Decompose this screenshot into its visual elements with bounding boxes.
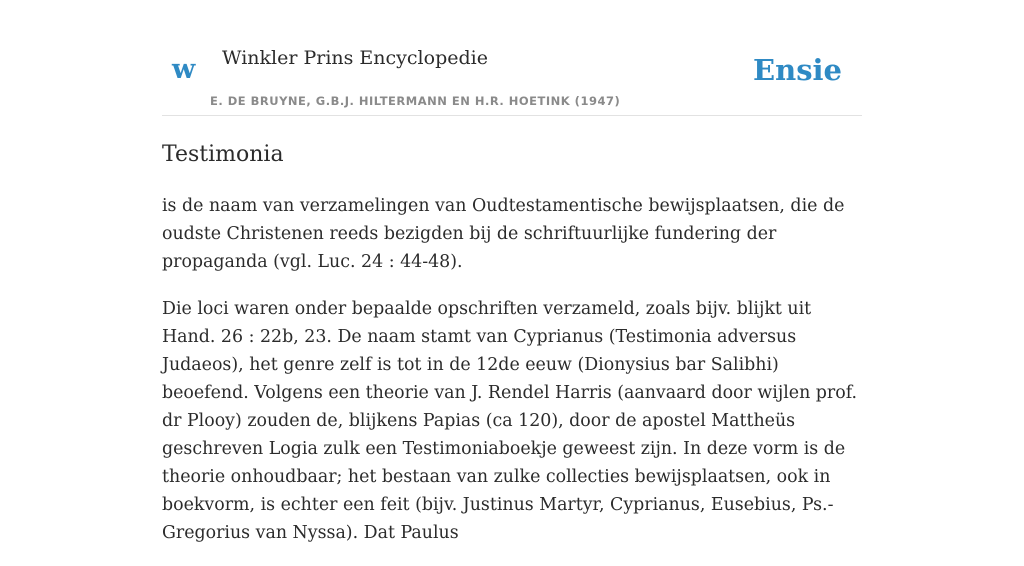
article-title: Testimonia	[162, 142, 284, 167]
site-header	[162, 0, 862, 116]
source-authors: E. DE BRUYNE, G.B.J. HILTERMANN EN H.R. HOETINK (1947)	[210, 94, 621, 108]
article-page	[162, 0, 862, 543]
article-body	[162, 192, 862, 566]
ensie-logo[interactable]: Ensie	[753, 53, 842, 87]
article-paragraph: Die loci waren onder bepaalde opschriften verzameld, zoals bijv. blijkt uit Hand. 26 : 22b, 23. De naam stamt van Cyprianus (Testimonia adversus Judaeos), het genre zelf is tot in de 12de eeuw (Dionysius bar Salibhi) beoefend. Volgens een theorie van J. Rendel Harris (aanvaard door wijlen prof. dr Plooy) zouden de, blijkens Papias (ca 120), door de apostel Mattheüs geschreven Logia zulk een Testimoniaboekje geweest zijn. In deze vorm is de theorie onhoudbaar; het bestaan van zulke collecties bewijsplaatsen, ook in boekvorm, is echter een feit (bijv. Justinus Martyr, Cyprianus, Eusebius, Ps.-Gregorius van Nyssa). Dat Paulus	[162, 299, 858, 543]
winkler-prins-logo[interactable]: w	[172, 54, 196, 85]
article-paragraph: is de naam van verzamelingen van Oudtestamentische bewijsplaatsen, die de oudste Christenen reeds bezigden bij de schriftuurlijke fundering der propaganda (vgl. Luc. 24 : 44-48).	[162, 196, 845, 272]
site-title[interactable]: Winkler Prins Encyclopedie	[222, 47, 488, 69]
